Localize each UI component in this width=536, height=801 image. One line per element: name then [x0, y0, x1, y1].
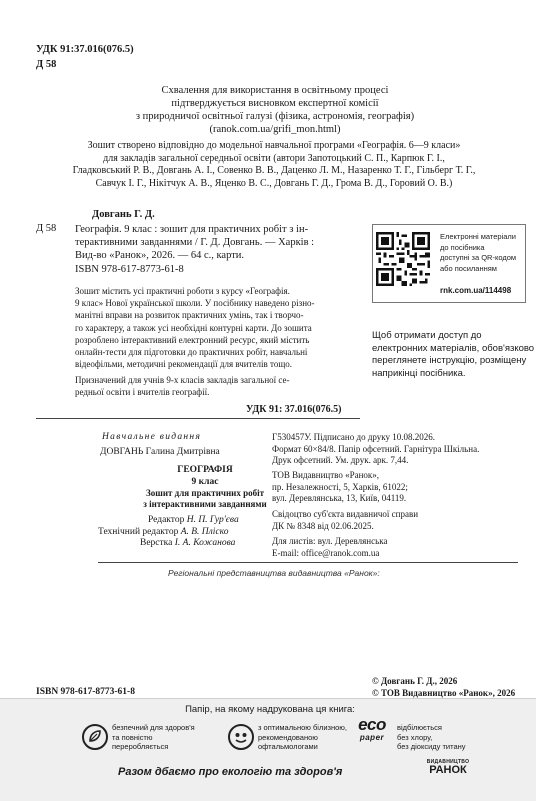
eco-label: eco — [358, 715, 386, 734]
subtitle-block — [125, 488, 285, 510]
biblio-line: терактивними завданнями / Г. Д. Довгань. — Харків : — [75, 237, 315, 248]
udk-top: УДК 91:37.016(076.5) — [36, 44, 134, 55]
staff-block — [98, 515, 298, 550]
qr-code-icon[interactable] — [376, 232, 430, 286]
isbn-mid: ISBN 978-617-8773-61-8 — [75, 264, 184, 275]
staff-role: Верстка — [140, 538, 173, 548]
e-materials-line: до посібника — [440, 242, 485, 252]
biblio-block — [75, 223, 360, 262]
imprint-line: Друк офсетний. Ум. друк. арк. 7,44. — [272, 455, 409, 465]
book-grade: 9 клас — [191, 477, 219, 487]
paper-col1-line: переробляється — [112, 742, 169, 751]
publisher-line: вул. Деревлянська, 13, Київ, 04119. — [272, 493, 407, 503]
divider-line — [36, 418, 360, 419]
approval-line: підтверджується висновком експертної комісії — [171, 98, 379, 109]
udk-mid: УДК 91: 37.016(076.5) — [246, 404, 342, 415]
isbn-bottom: ISBN 978-617-8773-61-8 — [36, 687, 135, 697]
paper-col2 — [258, 723, 347, 752]
staff-role: Технічний редактор — [98, 526, 179, 537]
paper-label: paper — [359, 733, 385, 742]
face-icon — [228, 724, 254, 750]
purpose-line: Призначений для учнів 9-х класів закладів загальної се- — [75, 375, 290, 385]
edition-type: Навчальне видання — [102, 432, 202, 442]
purpose-line: редньої освіти і вчителів географії. — [75, 387, 210, 398]
e-materials-line: доступні за QR-кодом — [440, 253, 517, 262]
staff-role: Редактор — [148, 515, 185, 525]
approval-line: з природничої освітньої галузі (фізика, астрономія, географія) — [135, 111, 415, 122]
e-materials-line: Електронні матеріали — [440, 232, 516, 241]
annotation-line: онлайн-тести для підготовки до практичних робіт, навчальні — [75, 347, 308, 358]
paper-col3 — [397, 723, 466, 752]
paper-col2-line: рекомендованою — [258, 732, 318, 742]
code-top: Д 58 — [36, 59, 57, 70]
qr-note-line: наприкінці посібника. — [372, 367, 466, 379]
book-title: ГЕОГРАФІЯ — [177, 465, 233, 475]
book-subtitle: з інтерактивними завданнями — [143, 499, 267, 509]
paper-col1 — [112, 723, 195, 752]
approval-line: Схвалення для використання в освітньому процесі — [161, 85, 389, 96]
copyright-line: © ТОВ Видавництво «Ранок», 2026 — [372, 687, 516, 698]
program-block — [24, 140, 524, 190]
paper-col1-line: безпечний для здоров'я — [112, 723, 195, 732]
annotation-line: Зошит містить усі практичні роботи з курсу «Географія. — [75, 286, 290, 296]
eco-slogan: Разом дбаємо про екологію та здоров'я — [118, 766, 343, 778]
e-materials-link[interactable]: rnk.com.ua/114498 — [440, 286, 512, 295]
divider-line — [98, 562, 518, 563]
certificate-line: Свідоцтво суб'єкта видавничої справи — [272, 509, 419, 519]
publisher-line: пр. Незалежності, 5, Харків, 61022; — [272, 481, 408, 492]
annotation-line: відеофільми, методичні рекомендації для вчителів тощо. — [75, 359, 293, 370]
qr-note — [372, 330, 535, 380]
imprint-block — [272, 432, 522, 467]
paper-col2-line: з оптимальною білизною, — [258, 723, 348, 732]
title-block — [140, 464, 270, 488]
author-full: ДОВГАНЬ Галина Дмитрівна — [100, 447, 220, 457]
certificate-line: ДК № 8348 від 02.06.2025. — [272, 520, 374, 531]
contacts-line: Для листів: вул. Деревлянська — [272, 536, 388, 546]
paper-col1-line: та повністю — [112, 732, 153, 742]
e-materials-line: або посиланням — [440, 263, 497, 273]
contacts-line[interactable]: E-mail: office@ranok.com.ua — [272, 547, 380, 558]
program-line: Савчук І. Г., Нікітчук А. В., Яценко В. С., Довгань Г. Д., Грома В. Д., Горовий О. В.) — [95, 177, 453, 189]
biblio-line: Географія. 9 клас : зошит для практичних робіт з ін- — [75, 224, 309, 235]
paper-title: Папір, на якому надрукована ця книга: — [185, 704, 355, 715]
code-left: Д 58 — [36, 223, 57, 234]
staff-name: А. В. Пліско — [180, 526, 229, 537]
e-materials-text — [440, 232, 522, 274]
copyright-line: © Довгань Г. Д., 2026 — [372, 676, 458, 686]
imprint-line: Г530457У. Підписано до друку 10.08.2026. — [272, 432, 436, 442]
annotation-line: 9 клас» Нової української школи. У посібнику наведено різно- — [75, 298, 315, 309]
paper-col2-line: офтальмологами — [258, 742, 318, 751]
biblio-line: Вид-во «Ранок», 2026. — 64 с., карти. — [75, 250, 245, 261]
purpose-block — [75, 374, 360, 398]
imprint-line: Формат 60×84/8. Папір офсетний. Гарнітура Шкільна. — [272, 443, 480, 454]
annotation-line: розроблено інтерактивний електронний ресурс, який містить — [75, 334, 310, 345]
eco-paper-icon — [352, 717, 392, 742]
logo-main: РАНОК — [429, 764, 467, 776]
book-subtitle: Зошит для практичних робіт — [145, 488, 265, 498]
qr-note-line: переглянете інструкцію, розміщену — [372, 355, 527, 366]
qr-note-line: Щоб отримати доступ до — [372, 330, 482, 341]
staff-line — [98, 527, 298, 539]
approval-line: (ranok.com.ua/grifi_mon.html) — [209, 124, 341, 135]
leaf-icon — [82, 724, 108, 750]
annotation-line: го характеру, а також усі необхідні контурні карти. До зошита — [75, 322, 312, 333]
publisher-line: ТОВ Видавництво «Ранок», — [272, 470, 380, 480]
approval-block — [90, 84, 460, 136]
author-heading: Довгань Г. Д. — [92, 209, 155, 220]
paper-col3-line: без діоксиду титану — [397, 742, 466, 751]
annotation-block — [75, 285, 360, 370]
staff-name: Н. П. Гур'єва — [186, 515, 239, 525]
staff-line — [98, 538, 298, 550]
ranok-logo — [418, 759, 478, 776]
contacts-block — [272, 536, 522, 559]
paper-col3-line: відбілюється — [397, 723, 442, 732]
annotation-line: манітні вправи на розвиток практичних умінь, так і творчо- — [75, 310, 304, 321]
program-line: для закладів загальної середньої освіти (автори Запотоцький С. П., Карпюк Г. І., — [103, 152, 445, 164]
staff-line — [98, 515, 298, 527]
qr-note-line: електронних матеріалів, обов'язково — [372, 342, 535, 354]
program-line: Гладковський Р. В., Довгань А. І., Совенко В. В., Даценко Л. М., Назаренко Т. Г., Гільберг Т. Г., — [72, 165, 476, 176]
logo-sub: ВИДАВНИЦТВО — [426, 759, 470, 765]
staff-name: І. А. Кожанова — [174, 538, 236, 548]
copyright-block — [372, 676, 532, 699]
certificate-block — [272, 509, 522, 532]
regional-offices: Регіональні представництва видавництва «Ранок»: — [168, 568, 380, 578]
publisher-block — [272, 470, 522, 505]
paper-col3-line: без хлору, — [397, 732, 433, 742]
program-line: Зошит створено відповідно до модельної навчальної програми «Географія. 6—9 класи» — [87, 140, 461, 151]
